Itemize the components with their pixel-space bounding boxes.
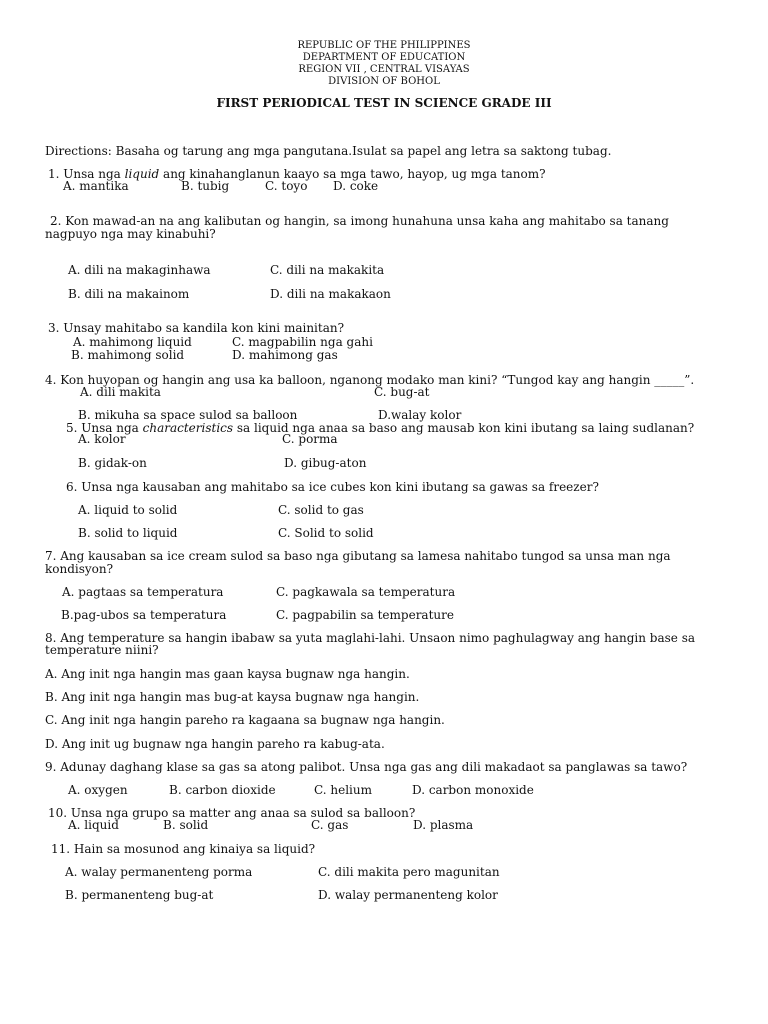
question-2: 2. Kon mawad-an na ang kalibutan og hangin, sa imong hunahuna unsa kaha ang mahitabo sa tanang	[50, 214, 669, 228]
question-7-line-2: kondisyon?	[45, 562, 114, 576]
q8-option-b: B. Ang init nga hangin mas bug-at kaysa bugnaw nga hangin.	[45, 690, 420, 704]
test-title: FIRST PERIODICAL TEST IN SCIENCE GRADE III	[216, 96, 552, 110]
q9-option-b: B. carbon dioxide	[169, 783, 276, 797]
question-5: 5. Unsa nga characteristics sa liquid nga anaa sa baso ang mausab kon kini ibutang sa laing sudlanan?	[66, 421, 695, 435]
question-4: 4. Kon huyopan og hangin ang usa ka balloon, nganong modako man kini? “Tungod kay ang hangin _____”.	[45, 373, 695, 387]
q8-option-a: A. Ang init nga hangin mas gaan kaysa bugnaw nga hangin.	[45, 667, 410, 681]
question-8-line-2: temperature niini?	[45, 643, 159, 657]
emphasis-liquid: liquid	[124, 167, 160, 181]
question-10: 10. Unsa nga grupo sa matter ang anaa sa sulod sa balloon?	[48, 806, 416, 820]
header-republic: REPUBLIC OF THE PHILIPPINES	[297, 40, 471, 51]
q1-option-c: C. toyo	[265, 179, 308, 193]
q6-option-d: C. Solid to solid	[278, 526, 374, 540]
q9-option-c: C. helium	[314, 783, 372, 797]
q2-option-c: C. dili na makakita	[270, 263, 385, 277]
q10-option-a: A. liquid	[68, 818, 119, 832]
emphasis-characteristics: characteristics	[142, 421, 234, 435]
q7-option-b: B.pag-ubos sa temperatura	[61, 608, 227, 622]
q6-option-c: C. solid to gas	[278, 503, 364, 517]
q8-option-d: D. Ang init ug bugnaw nga hangin pareho ra kabug-ata.	[45, 737, 385, 751]
q5-option-c: C. porma	[282, 432, 338, 446]
question-11: 11. Hain sa mosunod ang kinaiya sa liquid?	[51, 842, 316, 856]
q4-option-c: C. bug-at	[374, 385, 430, 399]
q2-option-d: D. dili na makakaon	[270, 287, 391, 301]
question-2-line-2: nagpuyo nga may kinabuhi?	[45, 227, 216, 241]
q1-option-a: A. mantika	[63, 179, 129, 193]
question-1: 1. Unsa nga liquid ang kinahanglanun kaayo sa mga tawo, hayop, ug mga tanom?	[48, 167, 546, 181]
q5-option-d: D. gibug-aton	[284, 456, 367, 470]
q5-option-b: B. gidak-on	[78, 456, 147, 470]
q11-option-b: B. permanenteng bug-at	[65, 888, 214, 902]
q4-option-d: D.walay kolor	[378, 408, 462, 422]
q7-option-a: A. pagtaas sa temperatura	[62, 585, 224, 599]
q11-option-a: A. walay permanenteng porma	[65, 865, 253, 879]
q3-option-a: A. mahimong liquid	[73, 335, 192, 349]
q9-option-d: D. carbon monoxide	[412, 783, 534, 797]
header-division: DIVISION OF BOHOL	[328, 76, 440, 87]
q1-option-b: B. tubig	[181, 179, 230, 193]
question-6: 6. Unsa nga kausaban ang mahitabo sa ice cubes kon kini ibutang sa gawas sa freezer?	[66, 480, 599, 494]
header-region: REGION VII , CENTRAL VISAYAS	[298, 64, 470, 75]
question-7: 7. Ang kausaban sa ice cream sulod sa baso nga gibutang sa lamesa nahitabo tungod sa unsa man nga	[45, 549, 671, 563]
q11-option-c: C. dili makita pero magunitan	[318, 865, 500, 879]
q3-option-b: B. mahimong solid	[71, 348, 185, 362]
header-department: DEPARTMENT OF EDUCATION	[302, 52, 466, 63]
q8-option-c: C. Ang init nga hangin pareho ra kagaana sa bugnaw nga hangin.	[45, 713, 445, 727]
q6-option-a: A. liquid to solid	[78, 503, 178, 517]
q4-option-b: B. mikuha sa space sulod sa balloon	[78, 408, 298, 422]
q6-option-b: B. solid to liquid	[78, 526, 178, 540]
q10-option-c: C. gas	[311, 818, 349, 832]
q3-option-d: D. mahimong gas	[232, 348, 338, 362]
q3-option-c: C. magpabilin nga gahi	[232, 335, 373, 349]
q4-option-a: A. dili makita	[80, 385, 161, 399]
q10-option-b: B. solid	[163, 818, 209, 832]
q11-option-d: D. walay permanenteng kolor	[318, 888, 498, 902]
q2-option-b: B. dili na makainom	[68, 287, 190, 301]
q7-option-d: C. pagpabilin sa temperature	[276, 608, 454, 622]
q2-option-a: A. dili na makaginhawa	[68, 263, 211, 277]
q10-option-d: D. plasma	[413, 818, 474, 832]
question-8: 8. Ang temperature sa hangin ibabaw sa yuta maglahi-lahi. Unsaon nimo paghulagway ang hangin base sa	[45, 631, 696, 645]
question-3: 3. Unsay mahitabo sa kandila kon kini mainitan?	[48, 321, 345, 335]
q5-option-a: A. kolor	[78, 432, 126, 446]
q1-option-d: D. coke	[333, 179, 379, 193]
directions: Directions: Basaha og tarung ang mga pangutana.Isulat sa papel ang letra sa saktong tubag.	[45, 144, 612, 158]
question-9: 9. Adunay daghang klase sa gas sa atong palibot. Unsa nga gas ang dili makadaot sa panglawas sa tawo?	[45, 760, 688, 774]
q7-option-c: C. pagkawala sa temperatura	[276, 585, 456, 599]
q9-option-a: A. oxygen	[68, 783, 128, 797]
